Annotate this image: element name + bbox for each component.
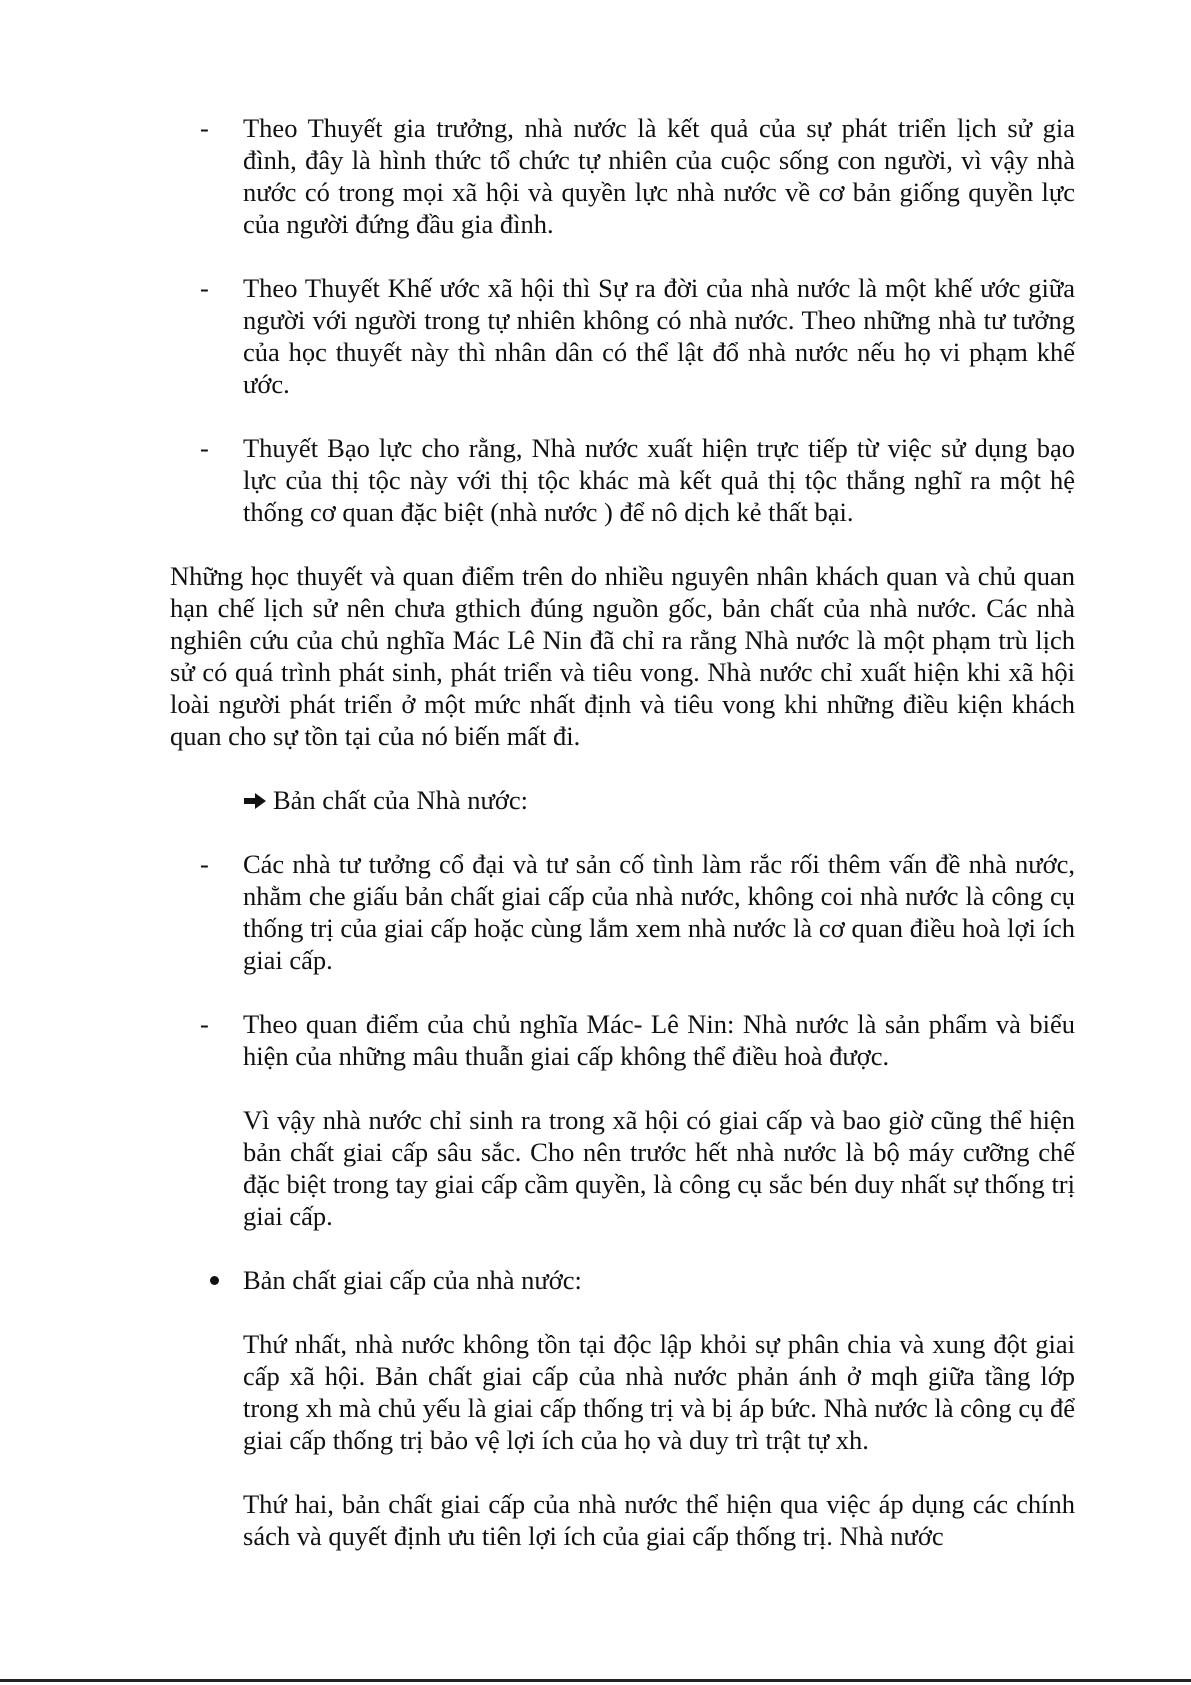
dash-marker: -	[200, 273, 209, 303]
dash-marker: -	[200, 1009, 209, 1039]
bullet-dot-icon	[210, 1276, 219, 1285]
right-arrow-icon	[243, 791, 267, 811]
list-item-marxist-view	[170, 1008, 1075, 1072]
list-item-social-contract-theory	[170, 272, 1075, 400]
list-item-text: Theo quan điểm của chủ nghĩa Mác- Lê Nin: Nhà nước là sản phẩm và biểu hiện của những mâu thuẫn giai cấp không thể điều hoà được.	[243, 1009, 1075, 1071]
paragraph-first-point: Thứ nhất, nhà nước không tồn tại độc lập khỏi sự phân chia và xung đột giai cấp xã hội. Bản chất giai cấp của nhà nước phản ánh ở mqh giữa tầng lớp trong xh mà chủ yếu là giai cấp thống trị và bị áp bức. Nhà nước là công cụ để giai cấp thống trị bảo vệ lợi ích của họ và duy trì trật tự xh.	[243, 1329, 1075, 1455]
paragraph-origin-summary: Những học thuyết và quan điểm trên do nhiều nguyên nhân khách quan và chủ quan hạn chế lịch sử nên chưa gthich đúng nguồn gốc, bản chất của nhà nước. Các nhà nghiên cứu của chủ nghĩa Mác Lê Nin đã chỉ ra rằng Nhà nước là một phạm trù lịch sử có quá trình phát sinh, phát triển và tiêu vong. Nhà nước chỉ xuất hiện khi xã hội loài người phát triển ở một mức nhất định và tiêu vong khi những điều kiện khách quan cho sự tồn tại của nó biến mất đi.	[170, 561, 1075, 751]
dash-marker: -	[200, 849, 209, 879]
arrow-heading-text: Bản chất của Nhà nước:	[273, 785, 528, 815]
list-item-patriarchal-theory	[170, 112, 1075, 240]
list-item-text: Thuyết Bạo lực cho rằng, Nhà nước xuất hiện trực tiếp từ việc sử dụng bạo lực của thị tộc này với thị tộc khác mà kết quả thị tộc thắng nghĩ ra một hệ thống cơ quan đặc biệt (nhà nước ) để nô dịch kẻ thất bại.	[243, 433, 1075, 527]
dash-marker: -	[200, 433, 209, 463]
bullet-item-class-nature	[170, 1264, 1075, 1296]
page-bottom-divider	[0, 1679, 1191, 1682]
dash-marker: -	[200, 113, 209, 143]
list-item-text: Theo Thuyết gia trưởng, nhà nước là kết quả của sự phát triển lịch sử gia đình, đây là hình thức tổ chức tự nhiên của cuộc sống con người, vì vậy nhà nước có trong mọi xã hội và quyền lực nhà nước về cơ bản giống quyền lực của người đứng đầu gia đình.	[243, 113, 1075, 239]
list-item-text: Các nhà tư tưởng cổ đại và tư sản cố tình làm rắc rối thêm vấn đề nhà nước, nhằm che giấu bản chất giai cấp của nhà nước, không coi nhà nước là công cụ thống trị của giai cấp hoặc cùng lắm xem nhà nước là cơ quan điều hoà lợi ích giai cấp.	[243, 849, 1075, 975]
list-item-violence-theory	[170, 432, 1075, 528]
list-item-text: Theo Thuyết Khế ước xã hội thì Sự ra đời của nhà nước là một khế ước giữa người với người trong tự nhiên không có nhà nước. Theo những nhà tư tưởng của học thuyết này thì nhân dân có thể lật đổ nhà nước nếu họ vi phạm khế ước.	[243, 273, 1075, 399]
bullet-heading-text: Bản chất giai cấp của nhà nước:	[243, 1265, 582, 1295]
paragraph-second-point: Thứ hai, bản chất giai cấp của nhà nước thể hiện qua việc áp dụng các chính sách và quyết định ưu tiên lợi ích của giai cấp thống trị. Nhà nước	[243, 1489, 1075, 1551]
list-item-ancient-thinkers	[170, 848, 1075, 976]
paragraph-class-society: Vì vậy nhà nước chỉ sinh ra trong xã hội có giai cấp và bao giờ cũng thể hiện bản chất giai cấp sâu sắc. Cho nên trước hết nhà nước là bộ máy cưỡng chế đặc biệt trong tay giai cấp cầm quyền, là công cụ sắc bén duy nhất sự thống trị giai cấp.	[243, 1105, 1075, 1231]
document-body	[170, 112, 1075, 1584]
arrow-heading	[170, 784, 1075, 816]
